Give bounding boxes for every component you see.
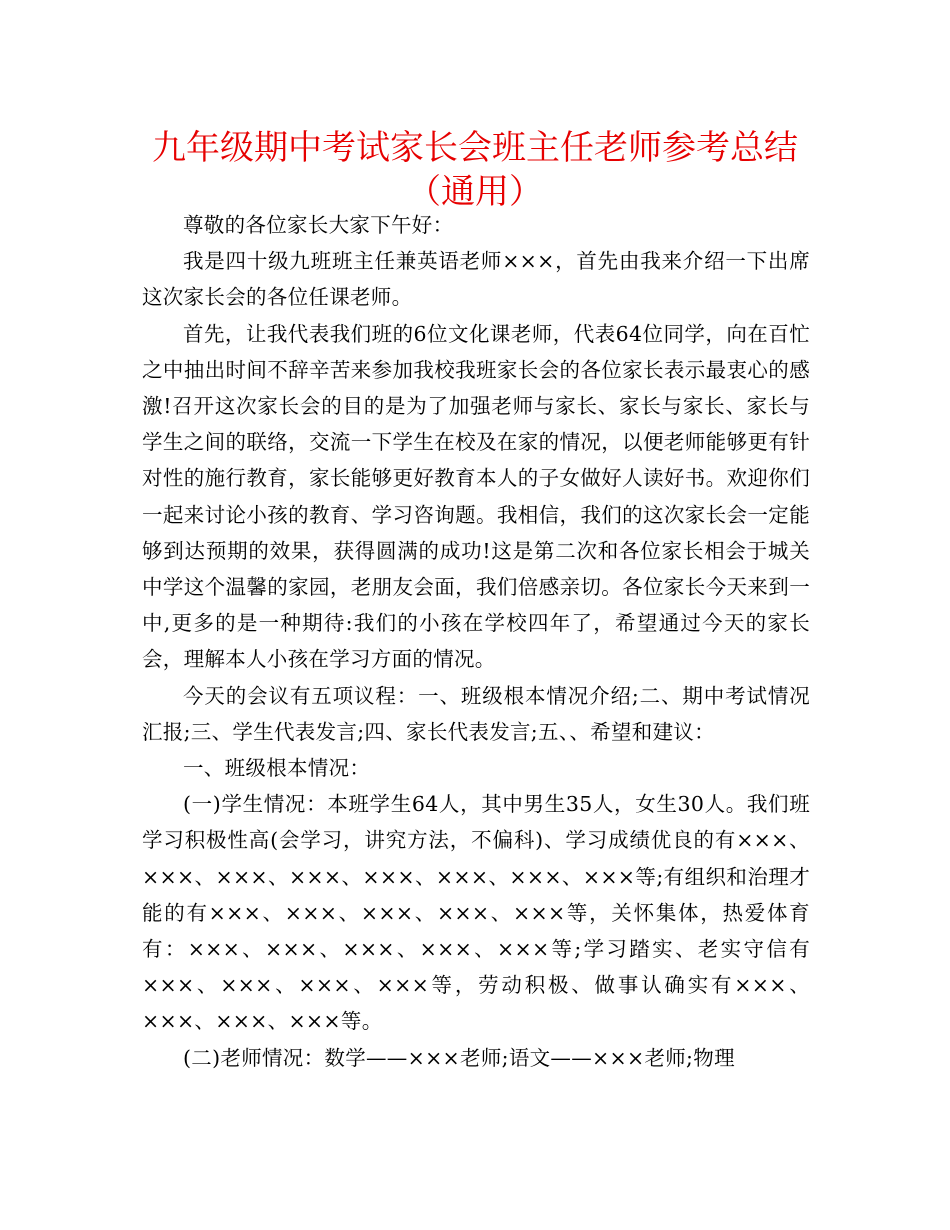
section-heading-class-overview: 一、班级根本情况： <box>183 756 371 781</box>
document-title: 九年级期中考试家长会班主任老师参考总结（通用） <box>152 128 798 212</box>
paragraph-greeting: 尊敬的各位家长大家下午好： <box>183 213 454 237</box>
paragraph-introduction: 我是四十级九班班主任兼英语老师×××，首先由我来介绍一下出席这次家长会的各位任课老师。 <box>142 249 810 310</box>
paragraph-agenda: 今天的会议有五项议程：一、班级根本情况介绍;二、期中考试情况汇报;三、学生代表发言;四、家长代表发言;五、、希望和建议： <box>142 683 810 744</box>
paragraph-thanks: 首先，让我代表我们班的6位文化课老师，代表64位同学，向在百忙之中抽出时间不辞辛苦来参加我校我班家长会的各位家长表示最衷心的感激!召开这次家长会的目的是为了加强老师与家长、家长与家长、家长与学生之间的联络，交流一下学生在校及在家的情况，以便老师能够更有针对性的施行教育，家长能够更好教育本人的子女做好人读好书。欢迎你们一起来讨论小孩的教育、学习咨询题。我相信，我们的这次家长会一定能够到达预期的效果，获得圆满的成功!这是第二次和各位家长相会于城关中学这个温馨的家园，老朋友会面，我们倍感亲切。各位家长今天来到一中,更多的是一种期待:我们的小孩在学校四年了，希望通过今天的家长会，理解本人小孩在学习方面的情况。 <box>142 321 810 672</box>
paragraph-teacher-situation: (二)老师情况：数学——×××老师;语文——×××老师;物理 <box>183 1045 735 1070</box>
document-body <box>142 207 810 1076</box>
paragraph-student-situation: (一)学生情况：本班学生64人，其中男生35人，女生30人。我们班学习积极性高(会学习，讲究方法，不偏科)、学习成绩优良的有×××、×××、×××、×××、×××、×××、×××、×××等;有组织和治理才能的有×××、×××、×××、×××、×××等，关怀集体，热爱体育有：×××、×××、×××、×××、×××等;学习踏实、老实守信有×××、×××、×××、×××等，劳动积极、做事认确实有×××、×××、×××、×××等。 <box>142 792 810 1034</box>
